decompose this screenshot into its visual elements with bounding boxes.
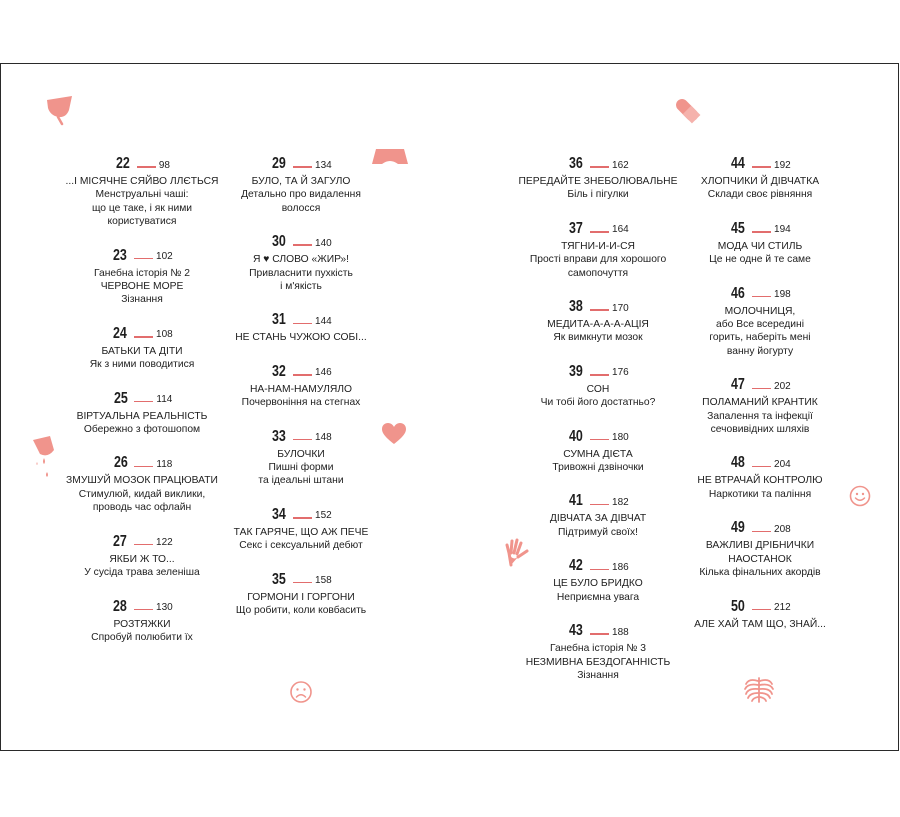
entry-text-line: ГОРМОНИ І ГОРГОНИ (247, 591, 355, 603)
chapter-number: 36 (569, 155, 584, 172)
entry-text-line: Запалення та інфекції (707, 410, 813, 422)
page-number: 134 (315, 159, 332, 171)
leader-dash (293, 439, 312, 441)
leader-dash (293, 582, 312, 584)
page-number: 180 (612, 432, 629, 444)
entry-text-line: самопочуття (567, 267, 629, 279)
leader-dash (293, 323, 312, 325)
entry-text-line: МЕДИТА-А-А-А-АЦІЯ (547, 319, 649, 331)
page-number: 164 (612, 224, 629, 236)
entry-text-line: Ганебна історія № 3 (549, 643, 647, 655)
chapter-number: 35 (272, 570, 287, 588)
entry-text-line: ...І МІСЯЧНЕ СЯЙВО ЛЛЄТЬСЯ (65, 176, 219, 187)
page-number: 202 (774, 380, 791, 392)
chapter-number: 31 (272, 311, 287, 329)
page-number: 140 (315, 237, 332, 249)
toc-entry[interactable] (665, 153, 855, 202)
leader-dash (590, 633, 609, 635)
entry-header (665, 218, 855, 240)
entry-text-line: Кілька фінальних акордів (699, 567, 821, 579)
entry-text-line: АЛЕ ХАЙ ТАМ ЩО, ЗНАЙ... (694, 618, 826, 630)
entry-text-line: ХЛОПЧИКИ Й ДІВЧАТКА (700, 176, 820, 187)
page-number: 170 (612, 302, 629, 314)
entry-text-line: ЧЕРВОНЕ МОРЕ (100, 281, 184, 293)
leader-dash (134, 466, 153, 468)
chapter-number: 27 (113, 532, 128, 550)
page-number: 194 (774, 224, 791, 236)
toc-entry[interactable] (206, 569, 396, 618)
leader-dash (134, 544, 153, 546)
leader-dash (590, 166, 609, 168)
entry-text-line: ТЯГНИ-И-И-СЯ (561, 240, 635, 252)
chapter-number: 29 (272, 155, 287, 172)
page-number: 158 (315, 575, 332, 587)
chapter-number: 42 (569, 557, 584, 575)
chapter-number: 30 (272, 233, 287, 251)
leader-dash (134, 336, 153, 338)
entry-text-line: БАТЬКИ ТА ДІТИ (101, 345, 183, 357)
leader-dash (752, 231, 771, 233)
entry-header (665, 283, 855, 305)
page-number: 144 (315, 315, 332, 327)
page-number: 118 (156, 458, 173, 470)
entry-text-line: Тривожні дзвіночки (552, 462, 644, 474)
entry-text-line: МОЛОЧНИЦЯ, (724, 305, 796, 317)
leader-dash (293, 166, 312, 168)
page-number: 98 (158, 159, 170, 171)
leader-dash (134, 258, 153, 260)
chapter-number: 45 (731, 219, 746, 237)
entry-text-line: ПЕРЕДАЙТЕ ЗНЕБОЛЮВАЛЬНЕ (518, 176, 678, 187)
page-number: 114 (156, 394, 173, 406)
entry-text-line: Як вимкнути мозок (553, 332, 643, 344)
page-number: 188 (612, 626, 629, 638)
entry-text-line: горить, наберіть мені (709, 332, 811, 344)
chapter-number: 32 (272, 362, 287, 380)
entry-text-line: НАОСТАНОК (728, 553, 792, 565)
chapter-number: 46 (731, 284, 746, 302)
toc-entry[interactable] (665, 374, 855, 436)
smiley-icon (849, 485, 871, 507)
chapter-number: 39 (569, 362, 584, 380)
entry-text-line: Склади своє рівняння (707, 189, 813, 201)
entry-header (206, 361, 396, 383)
leader-dash (590, 569, 609, 571)
sad-face-icon (289, 680, 313, 704)
leader-dash (752, 296, 771, 298)
entry-text-line: Секс і сексуальний дебют (239, 540, 363, 552)
entry-text-line: Почервоніння на стегнах (241, 397, 361, 409)
chapter-number: 38 (569, 298, 584, 316)
entry-text-line: НА-НАМ-НАМУЛЯЛО (249, 383, 353, 395)
chapter-number: 40 (569, 427, 584, 445)
entry-text-line: Чи тобі його достатньо? (540, 397, 656, 409)
entry-text-line: Як з ними поводитися (89, 359, 195, 371)
leader-dash (134, 609, 153, 611)
entry-text-line: сечовивідних шляхів (710, 424, 810, 436)
entry-text-line: Стимулюй, кидай виклики, (78, 488, 206, 500)
entry-text-line: БУЛО, ТА Й ЗАГУЛО (251, 176, 351, 187)
entry-text-line: ванну йогурту (726, 345, 794, 357)
chapter-number: 33 (272, 427, 287, 445)
pill-icon (672, 95, 702, 125)
entry-text-line: Обережно з фотошопом (83, 424, 201, 436)
entry-header (665, 517, 855, 539)
entry-text-line: Наркотики та паління (708, 488, 812, 500)
entry-text-line: МОДА ЧИ СТИЛЬ (717, 240, 803, 252)
toc-entry[interactable] (206, 426, 396, 488)
entry-header (206, 153, 396, 175)
chapter-number: 28 (113, 597, 128, 615)
entry-header (206, 426, 396, 448)
chapter-number: 41 (569, 492, 584, 510)
underwear-icon (370, 146, 410, 168)
menstrual-cup-icon (44, 92, 80, 126)
leader-dash (590, 309, 609, 311)
entry-text-line: Зізнання (121, 294, 163, 306)
entry-text-line: що це таке, і як ними (91, 202, 193, 214)
chapter-number: 34 (272, 505, 287, 523)
chapter-number: 49 (731, 519, 746, 537)
page-number: 146 (315, 367, 332, 379)
entry-text-line: РОЗТЯЖКИ (113, 618, 171, 630)
leader-dash (752, 166, 771, 168)
toc-entry[interactable] (665, 452, 855, 501)
toc-entry[interactable] (206, 309, 396, 344)
entry-header (206, 569, 396, 591)
entry-text-line: СОН (586, 383, 610, 395)
chapter-number: 37 (569, 219, 584, 237)
toc-entry[interactable] (665, 517, 855, 579)
chapter-number: 22 (115, 155, 130, 172)
entry-text-line: ЦЕ БУЛО БРИДКО (553, 578, 643, 590)
chapter-number: 48 (731, 454, 746, 472)
leader-dash (752, 388, 771, 390)
entry-text-line: Пишні форми (268, 462, 334, 474)
leader-dash (293, 374, 312, 376)
page-number: 102 (156, 251, 173, 263)
heart-icon (381, 422, 407, 446)
toc-entry[interactable] (206, 153, 396, 215)
chapter-number: 44 (731, 155, 746, 172)
toc-entry[interactable] (206, 231, 396, 293)
toc-column-2 (206, 153, 396, 634)
entry-text-line: Детально про видалення (241, 189, 361, 201)
entry-header (665, 374, 855, 396)
entry-text-line: Спробуй полюбити їх (91, 631, 193, 643)
entry-text-line: У сусіда трава зеленіша (84, 567, 200, 579)
page-number: 212 (774, 602, 791, 613)
hand-icon (505, 537, 531, 567)
chapter-number: 50 (731, 597, 746, 615)
leader-dash (590, 374, 609, 376)
entry-text-line: та ідеальні штани (258, 475, 344, 487)
entry-text-line: ТАК ГАРЯЧЕ, ЩО АЖ ПЕЧЕ (233, 526, 369, 538)
page-number: 182 (612, 496, 629, 508)
entry-header (665, 153, 855, 175)
entry-text-line: НЕ СТАНЬ ЧУЖОЮ СОБІ... (235, 332, 367, 344)
leader-dash (293, 517, 312, 519)
page-number: 176 (612, 367, 629, 379)
page-number: 186 (612, 561, 629, 573)
toc-column-4 (665, 153, 855, 647)
toc-entry[interactable] (665, 218, 855, 267)
page-number: 108 (156, 329, 173, 341)
entry-text-line: Підтримуй своїх! (558, 526, 638, 538)
entry-text-line: ДІВЧАТА ЗА ДІВЧАТ (549, 513, 647, 525)
entry-text-line: Привласнити пухкість (249, 267, 353, 279)
chapter-number: 47 (731, 376, 746, 394)
page-number: 204 (774, 458, 791, 470)
drop-icon (28, 434, 58, 478)
entry-text-line: Я ♥ СЛОВО «ЖИР»! (252, 254, 350, 266)
page-number: 122 (156, 537, 173, 549)
toc-entry[interactable] (665, 596, 855, 631)
entry-text-line: Неприємна увага (556, 591, 640, 603)
entry-text-line: Біль і пігулки (567, 189, 629, 201)
entry-text-line: Менструальні чаші: (95, 189, 189, 201)
ribs-icon (743, 675, 775, 705)
toc-entry[interactable] (206, 361, 396, 410)
chapter-number: 25 (113, 389, 128, 407)
page-number: 130 (156, 602, 173, 613)
entry-text-line: ВАЖЛИВІ ДРІБНИЧКИ (705, 540, 815, 552)
entry-text-line: ЗМУШУЙ МОЗОК ПРАЦЮВАТИ (66, 475, 218, 487)
page-number: 152 (315, 510, 332, 522)
entry-text-line: і м'якість (280, 281, 322, 293)
entry-text-line: НЕЗМИВНА БЕЗДОГАННІСТЬ (525, 656, 671, 668)
entry-text-line: або Все всередині (715, 319, 804, 331)
toc-entry[interactable] (665, 283, 855, 359)
entry-text-line: користуватися (107, 216, 177, 228)
entry-text-line: БУЛОЧКИ (277, 448, 325, 460)
leader-dash (590, 439, 609, 441)
entry-text-line: Ганебна історія № 2 (93, 267, 191, 279)
chapter-number: 24 (113, 324, 128, 342)
entry-text-line: Це не одне й те саме (709, 254, 811, 266)
entry-header (665, 452, 855, 474)
entry-text-line: волосся (281, 202, 321, 214)
leader-dash (293, 244, 312, 246)
toc-entry[interactable] (206, 504, 396, 553)
chapter-number: 43 (569, 622, 584, 640)
entry-header (206, 231, 396, 253)
entry-text-line: ПОЛАМАНИЙ КРАНТИК (702, 397, 818, 409)
entry-text-line: Прості вправи для хорошого (529, 254, 667, 266)
page-number: 208 (774, 523, 791, 535)
entry-header (206, 309, 396, 331)
entry-header (206, 504, 396, 526)
leader-dash (137, 166, 156, 168)
chapter-number: 26 (113, 454, 128, 472)
page-number: 192 (774, 159, 791, 171)
entry-text-line: Зізнання (577, 669, 619, 681)
entry-text-line: проводь час офлайн (92, 502, 192, 514)
page-number: 162 (612, 159, 629, 171)
leader-dash (752, 466, 771, 468)
leader-dash (752, 531, 771, 533)
leader-dash (752, 609, 771, 611)
leader-dash (590, 504, 609, 506)
entry-text-line: НЕ ВТРАЧАЙ КОНТРОЛЮ (697, 475, 823, 487)
entry-text-line: Що робити, коли ковбасить (235, 605, 367, 617)
page-number: 198 (774, 289, 791, 301)
entry-text-line: СУМНА ДІЄТА (563, 448, 633, 460)
leader-dash (134, 401, 153, 403)
entry-text-line: ВІРТУАЛЬНА РЕАЛЬНІСТЬ (76, 410, 208, 422)
page-number: 148 (315, 432, 332, 444)
entry-header (665, 596, 855, 618)
leader-dash (590, 231, 609, 233)
entry-text-line: ЯКБИ Ж ТО... (109, 553, 175, 565)
chapter-number: 23 (113, 246, 128, 264)
